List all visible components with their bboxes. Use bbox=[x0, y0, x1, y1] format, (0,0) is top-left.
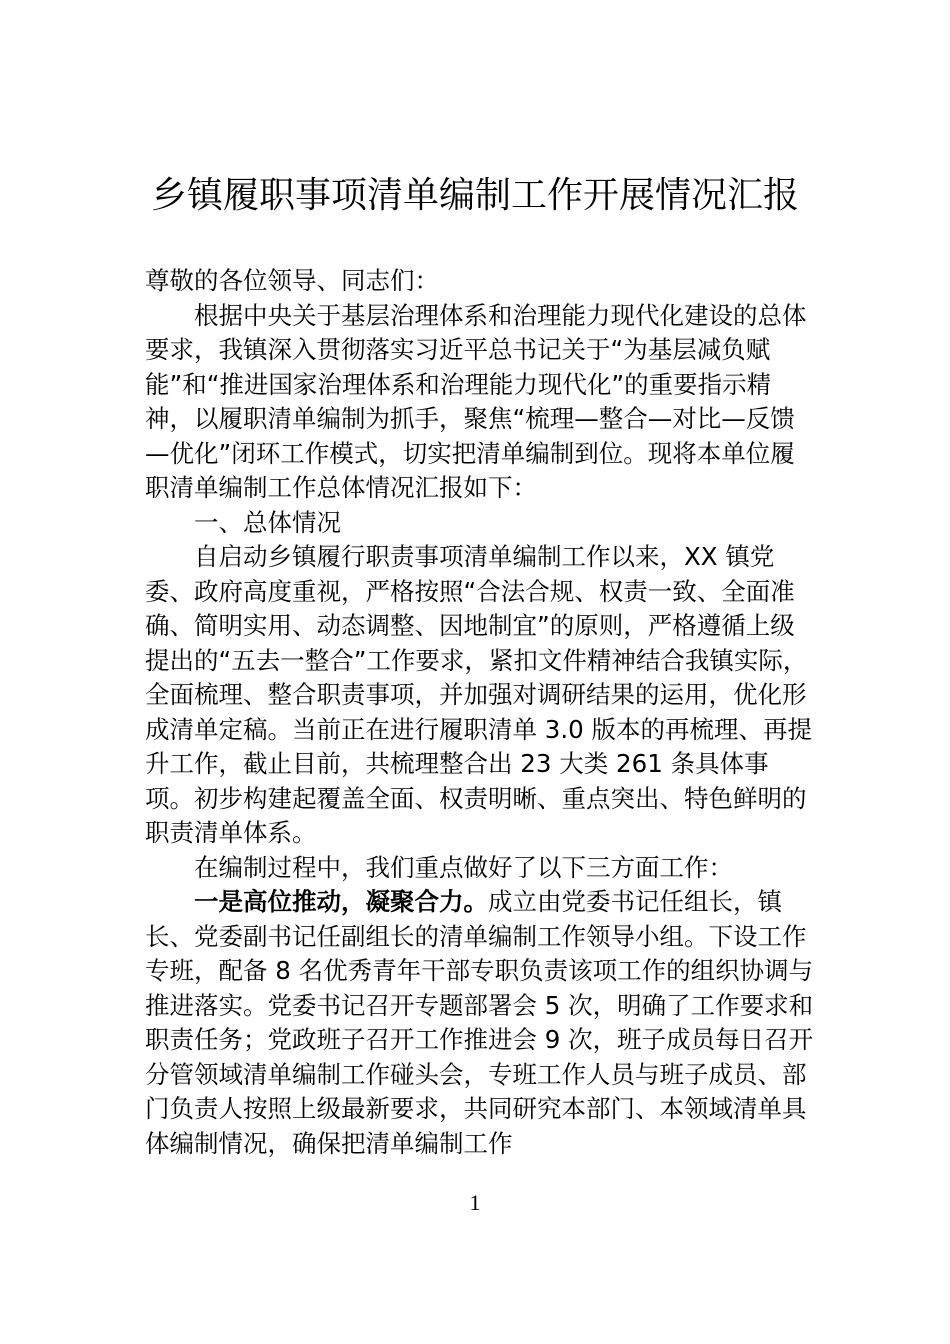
salutation: 尊敬的各位领导、同志们： bbox=[145, 266, 439, 295]
paragraph-overview: 自启动乡镇履行职责事项清单编制工作以来，XX 镇党委、政府高度重视，严格按照“合法合规、权责一致、全面准确、简明实用、动态调整、因地制宜”的原则，严格遵循上级提出的“五去一整合”工作要求，紧扣文件精神结合我镇实际，全面梳理、整合职责事项，并加强对调研结果的运用，优化形成清单定稿。当前正在进行履职清单 3.0 版本的再梳理、再提升工作，截止目前，共梳理整合出 23 大类 261 条具体事项。初步构建起覆盖全面、权责明晰、重点突出、特色鲜明的职责清单体系。 bbox=[145, 542, 813, 847]
paragraph-lead-bold: 一是高位推动，凝聚合力。 bbox=[194, 887, 488, 916]
section-heading-overview: 一、总体情况 bbox=[194, 507, 341, 537]
paragraph-high-level-push bbox=[145, 885, 815, 1161]
document-body bbox=[145, 264, 815, 1161]
paragraph-three-aspects: 在编制过程中，我们重点做好了以下三方面工作： bbox=[194, 852, 733, 882]
document-title: 乡镇履职事项清单编制工作开展情况汇报 bbox=[150, 175, 799, 216]
paragraph-body-text: 成立由党委书记任组长，镇长、党委副书记任副组长的清单编制工作领导小组。下设工作专班，配备 8 名优秀青年干部专职负责该项工作的组织协调与推进落实。党委书记召开专题部署会 5 次，明确了工作要求和职责任务；党政班子召开工作推进会 9 次，班子成员每日召开分管领域清单编制工作碰头会，专班工作人员与班子成员、部门负责人按照上级最新要求，共同研究本部门、本领域清单具体编制情况，确保把清单编制工作 bbox=[145, 887, 814, 1158]
page-number: 1 bbox=[469, 1190, 481, 1215]
paragraph-intro: 根据中央关于基层治理体系和治理能力现代化建设的总体要求，我镇深入贯彻落实习近平总书记关于“为基层减负赋能”和“推进国家治理体系和治理能力现代化”的重要指示精神，以履职清单编制为抓手，聚焦“梳理—整合—对比—反馈—优化”闭环工作模式，切实把清单编制到位。现将本单位履职清单编制工作总体情况汇报如下： bbox=[145, 300, 807, 502]
